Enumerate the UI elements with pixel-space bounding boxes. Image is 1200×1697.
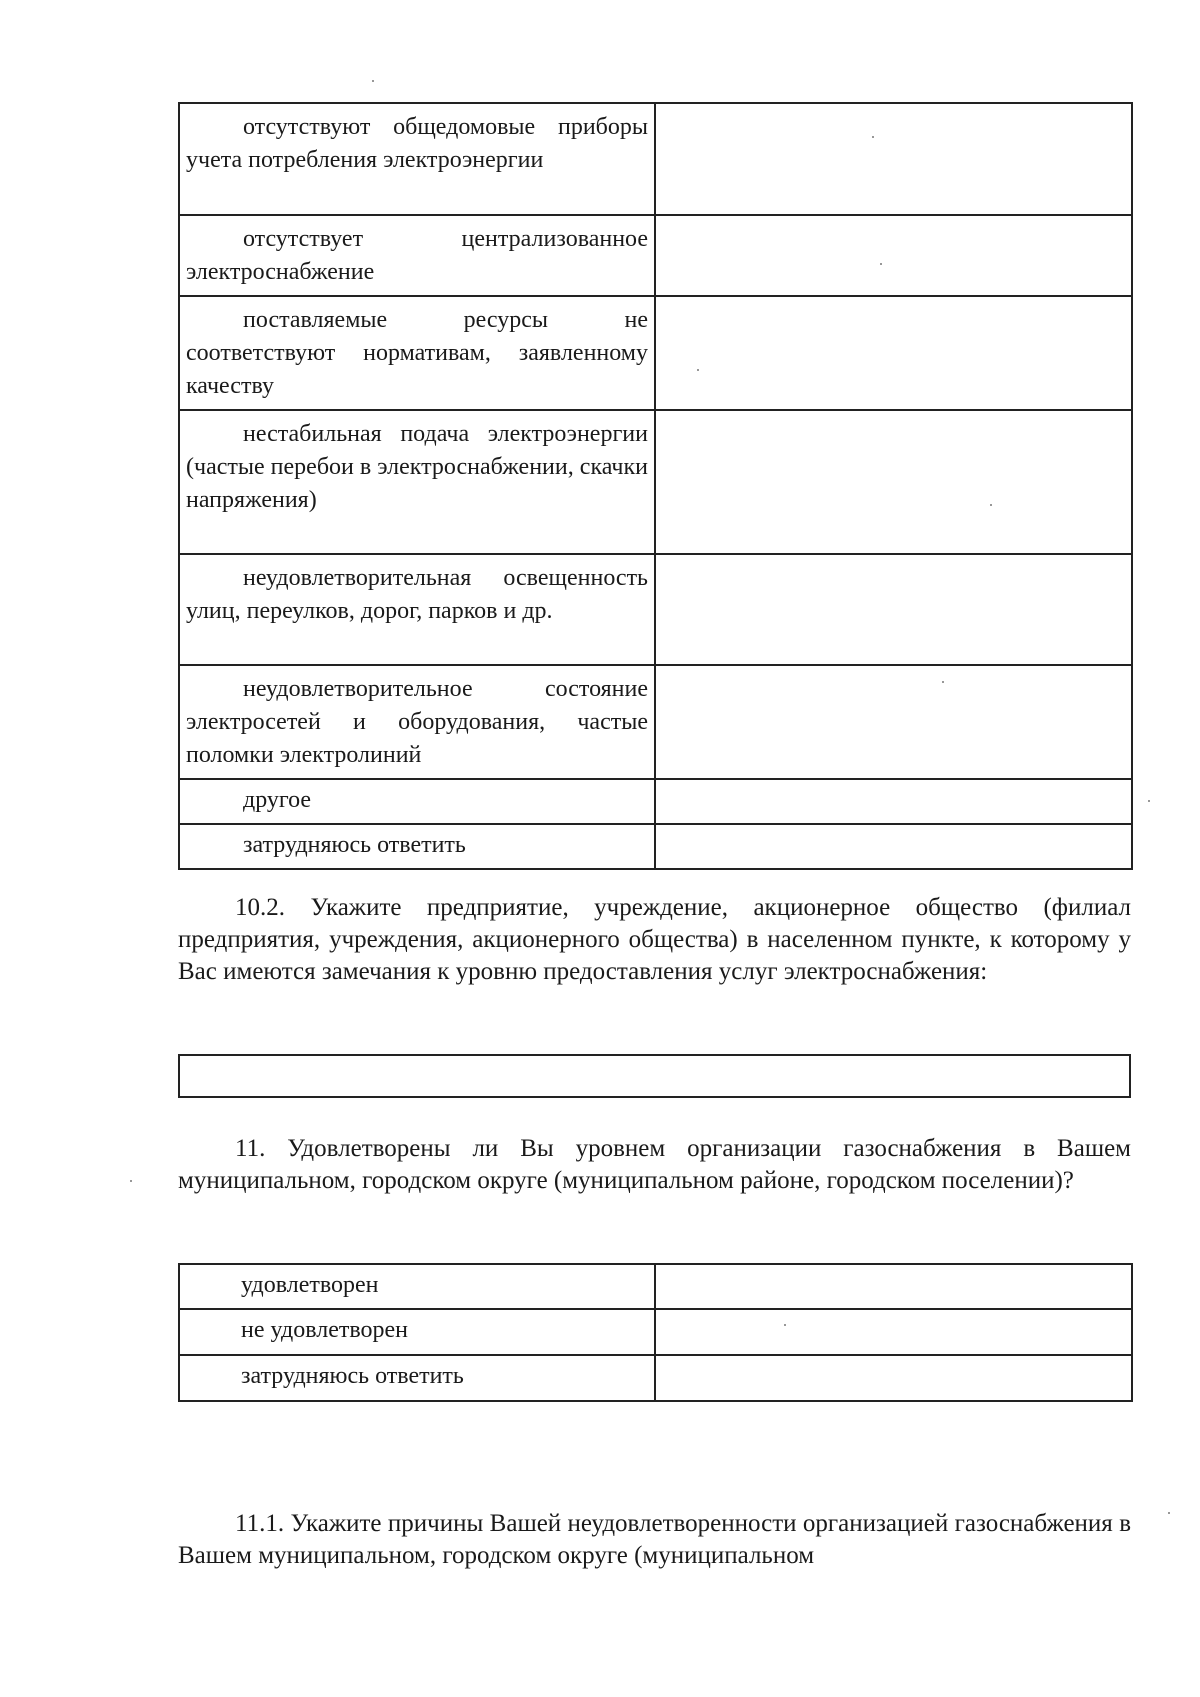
electricity-reasons-table [178,102,1133,870]
table-row [179,779,1132,824]
option-label: удовлетворен [241,1272,379,1298]
answer-cell[interactable] [655,1355,1132,1401]
option-label: неудовлетворительное состояние электросетей и оборудования, частые поломки электролиний [186,676,648,768]
scan-speck [1148,800,1150,802]
scan-speck [697,369,699,371]
option-label: нестабильная подача электроэнергии (частые перебои в электроснабжении, скачки напряжения) [186,421,648,513]
option-label: поставляемые ресурсы не соответствуют нормативам, заявленному качеству [186,307,648,399]
scan-speck [880,263,882,265]
scan-speck [872,136,874,138]
answer-cell[interactable] [655,1309,1132,1355]
table-row [179,824,1132,869]
answer-cell[interactable] [655,215,1132,296]
answer-cell[interactable] [655,665,1132,779]
scan-speck [1168,1512,1170,1514]
option-label: отсутствует централизованное электроснабжение [186,226,648,285]
table-row [179,665,1132,779]
option-label: затрудняюсь ответить [243,832,466,858]
table-row [179,215,1132,296]
answer-cell[interactable] [655,296,1132,410]
scan-speck [784,1324,786,1326]
question-11-text: 11. Удовлетворены ли Вы уровнем организации газоснабжения в Вашем муниципальном, городском округе (муниципальном районе, городском поселении)? [178,1135,1131,1194]
scan-speck [990,504,992,506]
scan-speck [130,1180,132,1182]
scan-speck [372,80,374,82]
table-row [179,1264,1132,1309]
answer-cell[interactable] [655,554,1132,665]
option-label: отсутствуют общедомовые приборы учета потребления электроэнергии [186,114,648,173]
table-row [179,103,1132,215]
table-row [179,1355,1132,1401]
scan-speck [942,681,944,683]
answer-cell[interactable] [655,410,1132,554]
option-label: не удовлетворен [241,1317,408,1343]
option-label: затрудняюсь ответить [241,1363,464,1389]
table-row [179,410,1132,554]
question-10-2-answer-field[interactable] [178,1054,1131,1098]
option-label: неудовлетворительная освещенность улиц, переулков, дорог, парков и др. [186,565,648,624]
gas-satisfaction-table [178,1263,1133,1402]
answer-cell[interactable] [655,824,1132,869]
answer-cell[interactable] [655,1264,1132,1309]
answer-cell[interactable] [655,103,1132,215]
option-label: другое [243,787,312,813]
answer-cell[interactable] [655,779,1132,824]
table-row [179,296,1132,410]
question-11-1-text: 11.1. Укажите причины Вашей неудовлетворенности организацией газоснабжения в Вашем муниципальном, городском округе (муниципальном [178,1510,1131,1569]
table-row [179,1309,1132,1355]
table-row [179,554,1132,665]
question-10-2-text: 10.2. Укажите предприятие, учреждение, акционерное общество (филиал предприятия, учреждения, акционерного общества) в населенном пункте, к которому у Вас имеются замечания к уровню предоставления услуг электроснабжения: [178,894,1131,985]
